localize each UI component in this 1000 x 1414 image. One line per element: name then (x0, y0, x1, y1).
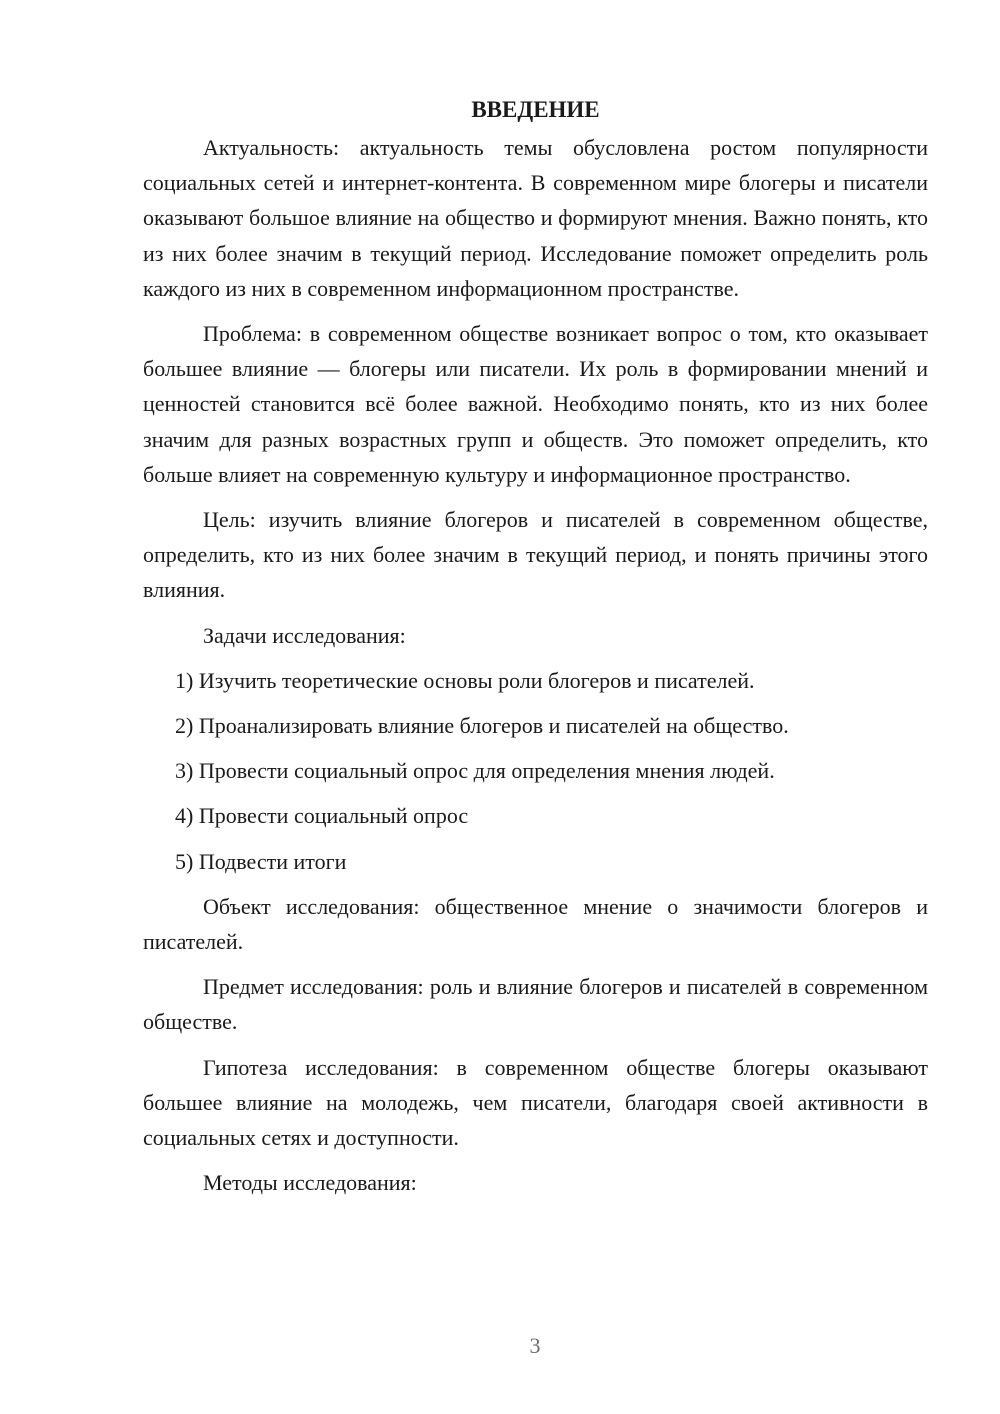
page-title: ВВЕДЕНИЕ (471, 97, 600, 122)
list-item: 1) Изучить теоретические основы роли блогеров и писателей. (175, 667, 755, 693)
paragraph-hypothesis: Гипотеза исследования: в современном обществе блогеры оказывают большее влияние на молодежь, чем писатели, благодаря своей активности в социальных сетях и доступности. (143, 1054, 928, 1151)
page-number: 3 (529, 1333, 541, 1358)
tasks-list (143, 663, 928, 879)
list-item: 2) Проанализировать влияние блогеров и писателей на общество. (175, 713, 789, 739)
document-page (143, 92, 928, 1210)
paragraph-tasks-heading: Задачи исследования: (203, 622, 406, 648)
paragraph-relevance: Актуальность: актуальность темы обусловлена ростом популярности социальных сетей и интернет-контента. В современном мире блогеры и писатели оказывают большое влияние на общество и формируют мнения. Важно понять, кто из них более значим в текущий период. Исследование поможет определить роль каждого из них в современном информационном пространстве. (143, 135, 928, 301)
list-item: 3) Провести социальный опрос для определения мнения людей. (175, 758, 775, 784)
list-item: 4) Провести социальный опрос (175, 803, 469, 829)
paragraph-object: Объект исследования: общественное мнение о значимости блогеров и писателей. (143, 893, 928, 955)
paragraph-problem: Проблема: в современном обществе возникает вопрос о том, кто оказывает большее влияние — блогеры или писатели. Их роль в формировании мнений и ценностей становится всё более важной. Необходимо понять, кто из них более значим для разных возрастных групп и обществ. Это поможет определить, кто больше влияет на современную культуру и информационное пространство. (143, 321, 928, 487)
paragraph-methods: Методы исследования: (203, 1170, 417, 1196)
paragraph-subject: Предмет исследования: роль и влияние блогеров и писателей в современном обществе. (143, 974, 928, 1035)
paragraph-goal: Цель: изучить влияние блогеров и писателей в современном обществе, определить, кто из них более значим в текущий период, и понять причины этого влияния. (143, 507, 928, 603)
list-item: 5) Подвести итоги (175, 848, 347, 874)
